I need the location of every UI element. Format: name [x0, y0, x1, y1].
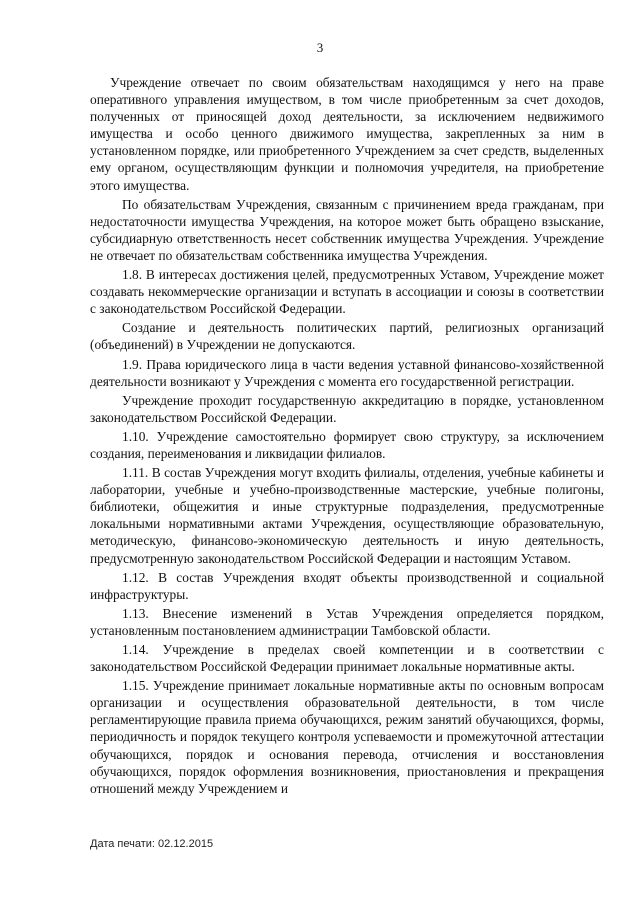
paragraph: 1.15. Учреждение принимает локальные нормативные акты по основным вопросам организации и осуществления образовательной деятельности, в том числе регламентирующие правила приема обучающихся, режим занятий обучающихся, формы, периодичность и порядок текущего контроля успеваемости и промежуточной аттестации обучающихся, порядок и основания перевода, отчисления и восстановления обучающихся, порядок оформления возникновения, приостановления и прекращения отношений между Учреждением и — [90, 678, 604, 796]
paragraph: 1.12. В состав Учреждения входят объекты производственной и социальной инфраструктуры. — [90, 569, 604, 602]
paragraph: Создание и деятельность политических партий, религиозных организаций (объединений) в Учреждении не допускаются. — [90, 320, 604, 353]
paragraph: 1.10. Учреждение самостоятельно формирует свою структуру, за исключением создания, переименования и ликвидации филиалов. — [90, 428, 604, 461]
page-number: 3 — [316, 40, 324, 55]
paragraph: Учреждение отвечает по своим обязательствам находящимся у него на праве оперативного управления имуществом, в том числе приобретенным за счет доходов, полученных от приносящей доход деятельности, за исключением недвижимого имущества и особо ценного движимого имущества, закрепленных за ним в установленном порядке, или приобретенного Учреждением за счет средств, выделенных ему органом, осуществляющим функции и полномочия учредителя, на приобретение этого имущества. — [90, 75, 604, 193]
paragraph: 1.13. Внесение изменений в Устав Учреждения определяется порядком, установленным постановлением администрации Тамбовской области. — [90, 605, 604, 638]
paragraph: 1.8. В интересах достижения целей, предусмотренных Уставом, Учреждение может создавать некоммерческие организации и вступать в ассоциации и союзы в соответствии с законодательством Российской Федерации. — [90, 267, 604, 317]
paragraph: По обязательствам Учреждения, связанным с причинением вреда гражданам, при недостаточности имущества Учреждения, на которое может быть обращено взыскание, субсидиарную ответственность несет собственник имущества Учреждения. Учреждение не отвечает по обязательствам собственника имущества Учреждения. — [90, 196, 604, 263]
paragraph: 1.9. Права юридического лица в части ведения уставной финансово-хозяйственной деятельности возникают у Учреждения с момента его государственной регистрации. — [90, 356, 604, 389]
paragraph: Учреждение проходит государственную аккредитацию в порядке, установленном законодательством Российской Федерации. — [90, 392, 604, 425]
paragraph: 1.11. В состав Учреждения могут входить филиалы, отделения, учебные кабинеты и лаборатории, учебные и учебно-производственные мастерские, учебные полигоны, библиотеки, общежития и иные структурные подразделения, предусмотренные локальными нормативными актами Учреждения, осуществляющие образовательную, методическую, финансово-экономическую деятельность и иную деятельность, предусмотренную законодательством Российской Федерации и настоящим Уставом. — [90, 465, 604, 566]
document-body — [90, 74, 604, 799]
paragraph: 1.14. Учреждение в пределах своей компетенции и в соответствии с законодательством Российской Федерации принимает локальные нормативные акты. — [90, 642, 604, 675]
print-date: Дата печати: 02.12.2015 — [90, 838, 214, 850]
